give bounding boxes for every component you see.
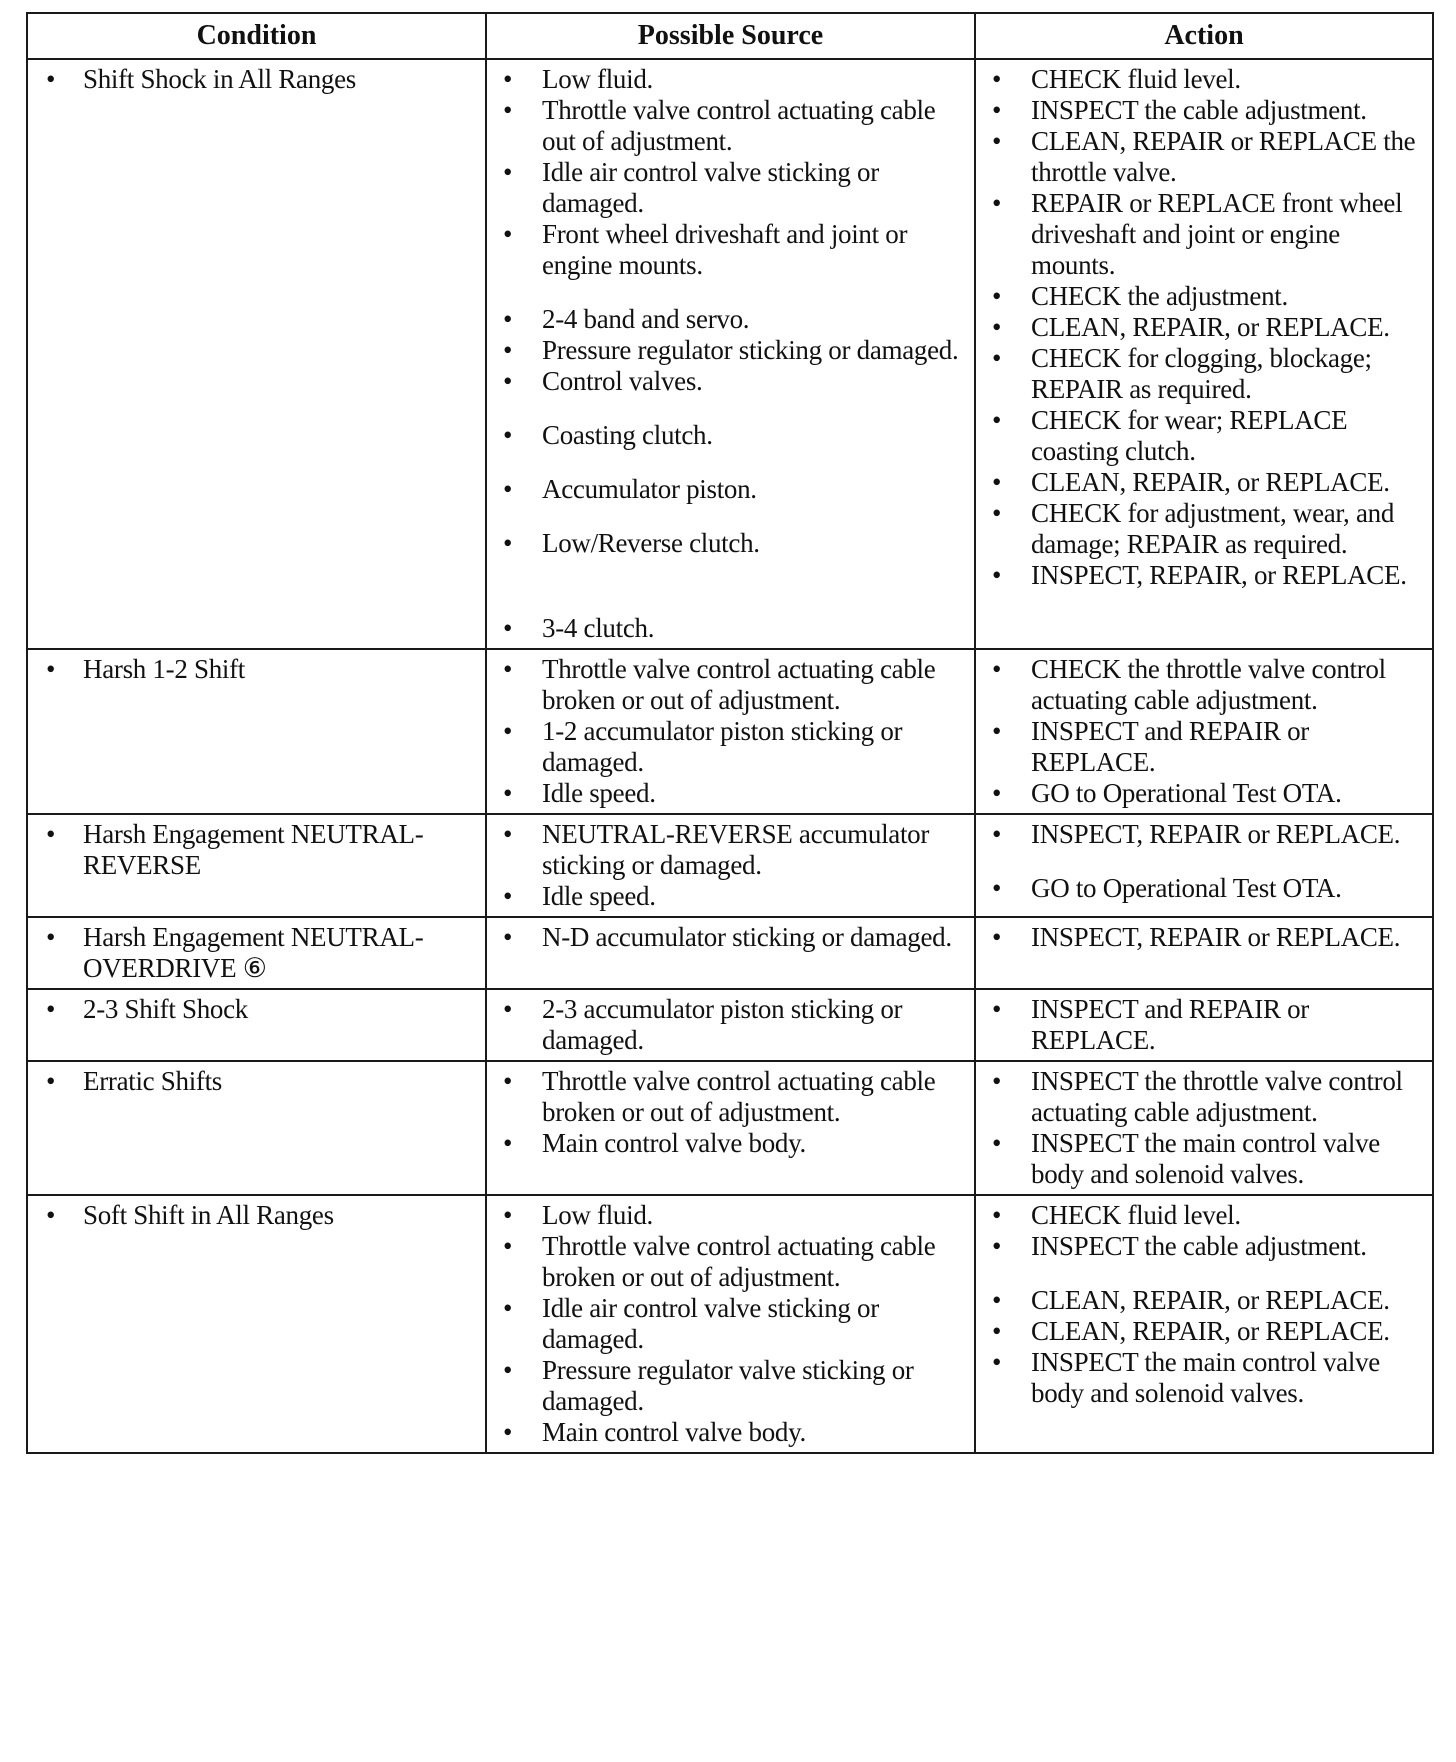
condition-cell — [27, 814, 486, 917]
action-item: • INSPECT the main control valve body and solenoid valves. — [984, 1128, 1424, 1190]
action-item: • GO to Operational Test OTA. — [984, 778, 1424, 809]
header-possible-source: Possible Source — [486, 13, 975, 59]
action-item: • REPAIR or REPLACE front wheel driveshaft and joint or engine mounts. — [984, 188, 1424, 281]
source-item: • Main control valve body. — [495, 1128, 966, 1159]
action-cell — [975, 1061, 1433, 1195]
source-item: • Accumulator piston. — [495, 474, 966, 505]
action-cell — [975, 917, 1433, 989]
action-item: • CLEAN, REPAIR, or REPLACE. — [984, 1316, 1424, 1347]
source-cell — [486, 814, 975, 917]
source-item: • Front wheel driveshaft and joint or engine mounts. — [495, 219, 966, 281]
condition-cell — [27, 989, 486, 1061]
source-item: • Control valves. — [495, 366, 966, 397]
action-item: • CHECK for clogging, blockage; REPAIR as required. — [984, 343, 1424, 405]
action-item: • CHECK for adjustment, wear, and damage; REPAIR as required. — [984, 498, 1424, 560]
condition-text: • 2-3 Shift Shock — [36, 994, 477, 1025]
source-item: • 2-3 accumulator piston sticking or damaged. — [495, 994, 966, 1056]
action-item: • INSPECT the cable adjustment. — [984, 95, 1424, 126]
condition-cell — [27, 59, 486, 649]
action-item: • CLEAN, REPAIR, or REPLACE. — [984, 467, 1424, 498]
action-cell — [975, 1195, 1433, 1453]
header-row — [27, 13, 1433, 59]
action-item: • INSPECT the main control valve body and solenoid valves. — [984, 1347, 1424, 1409]
source-item: • Idle air control valve sticking or damaged. — [495, 157, 966, 219]
action-item: • CHECK the adjustment. — [984, 281, 1424, 312]
action-item: • INSPECT the cable adjustment. — [984, 1231, 1424, 1262]
diagnosis-page — [26, 12, 1432, 1454]
condition-cell — [27, 917, 486, 989]
source-item: • Coasting clutch. — [495, 420, 966, 451]
table-row — [27, 1195, 1433, 1453]
action-item: • INSPECT the throttle valve control actuating cable adjustment. — [984, 1066, 1424, 1128]
condition-text: • Harsh Engagement NEUTRAL-OVERDRIVE ⑥ — [36, 922, 477, 984]
condition-text: • Harsh 1-2 Shift — [36, 654, 477, 685]
condition-text: • Soft Shift in All Ranges — [36, 1200, 477, 1231]
action-item: • INSPECT and REPAIR or REPLACE. — [984, 716, 1424, 778]
source-item: • Throttle valve control actuating cable broken or out of adjustment. — [495, 1066, 966, 1128]
table-row — [27, 917, 1433, 989]
action-item: • INSPECT and REPAIR or REPLACE. — [984, 994, 1424, 1056]
action-item: • CHECK fluid level. — [984, 1200, 1424, 1231]
source-item: • Throttle valve control actuating cable broken or out of adjustment. — [495, 1231, 966, 1293]
diagnosis-table — [26, 12, 1434, 1454]
source-item: • Pressure regulator sticking or damaged. — [495, 335, 966, 366]
header-action: Action — [975, 13, 1433, 59]
condition-cell — [27, 1195, 486, 1453]
source-item: • Main control valve body. — [495, 1417, 966, 1448]
source-item: • 2-4 band and servo. — [495, 304, 966, 335]
table-row — [27, 1061, 1433, 1195]
action-cell — [975, 649, 1433, 814]
action-item: • CHECK fluid level. — [984, 64, 1424, 95]
condition-cell — [27, 649, 486, 814]
source-cell — [486, 1195, 975, 1453]
action-item: • INSPECT, REPAIR, or REPLACE. — [984, 560, 1424, 591]
source-item: • 1-2 accumulator piston sticking or damaged. — [495, 716, 966, 778]
source-item: • NEUTRAL-REVERSE accumulator sticking or damaged. — [495, 819, 966, 881]
source-cell — [486, 649, 975, 814]
action-item: • GO to Operational Test OTA. — [984, 873, 1424, 904]
source-item: • Throttle valve control actuating cable out of adjustment. — [495, 95, 966, 157]
source-cell — [486, 989, 975, 1061]
source-item: • Idle air control valve sticking or damaged. — [495, 1293, 966, 1355]
condition-text: • Shift Shock in All Ranges — [36, 64, 477, 95]
source-item: • Low fluid. — [495, 64, 966, 95]
source-cell — [486, 1061, 975, 1195]
table-row — [27, 814, 1433, 917]
action-cell — [975, 59, 1433, 649]
source-item: • Low fluid. — [495, 1200, 966, 1231]
source-cell — [486, 59, 975, 649]
table-body — [27, 59, 1433, 1453]
source-item: • Pressure regulator valve sticking or damaged. — [495, 1355, 966, 1417]
action-item: • CLEAN, REPAIR, or REPLACE. — [984, 312, 1424, 343]
action-cell — [975, 989, 1433, 1061]
header-condition: Condition — [27, 13, 486, 59]
action-item: • CHECK the throttle valve control actuating cable adjustment. — [984, 654, 1424, 716]
action-item: • CLEAN, REPAIR or REPLACE the throttle valve. — [984, 126, 1424, 188]
action-item: • CHECK for wear; REPLACE coasting clutch. — [984, 405, 1424, 467]
table-row — [27, 989, 1433, 1061]
source-item: • Throttle valve control actuating cable broken or out of adjustment. — [495, 654, 966, 716]
condition-text: • Erratic Shifts — [36, 1066, 477, 1097]
condition-cell — [27, 1061, 486, 1195]
source-item: • 3-4 clutch. — [495, 613, 966, 644]
source-cell — [486, 917, 975, 989]
condition-text: • Harsh Engagement NEUTRAL-REVERSE — [36, 819, 477, 881]
source-item: • Idle speed. — [495, 881, 966, 912]
table-row — [27, 59, 1433, 649]
source-item: • N-D accumulator sticking or damaged. — [495, 922, 966, 953]
action-item: • INSPECT, REPAIR or REPLACE. — [984, 922, 1424, 953]
table-row — [27, 649, 1433, 814]
source-item: • Idle speed. — [495, 778, 966, 809]
action-cell — [975, 814, 1433, 917]
source-item: • Low/Reverse clutch. — [495, 528, 966, 559]
action-item: • INSPECT, REPAIR or REPLACE. — [984, 819, 1424, 850]
action-item: • CLEAN, REPAIR, or REPLACE. — [984, 1285, 1424, 1316]
